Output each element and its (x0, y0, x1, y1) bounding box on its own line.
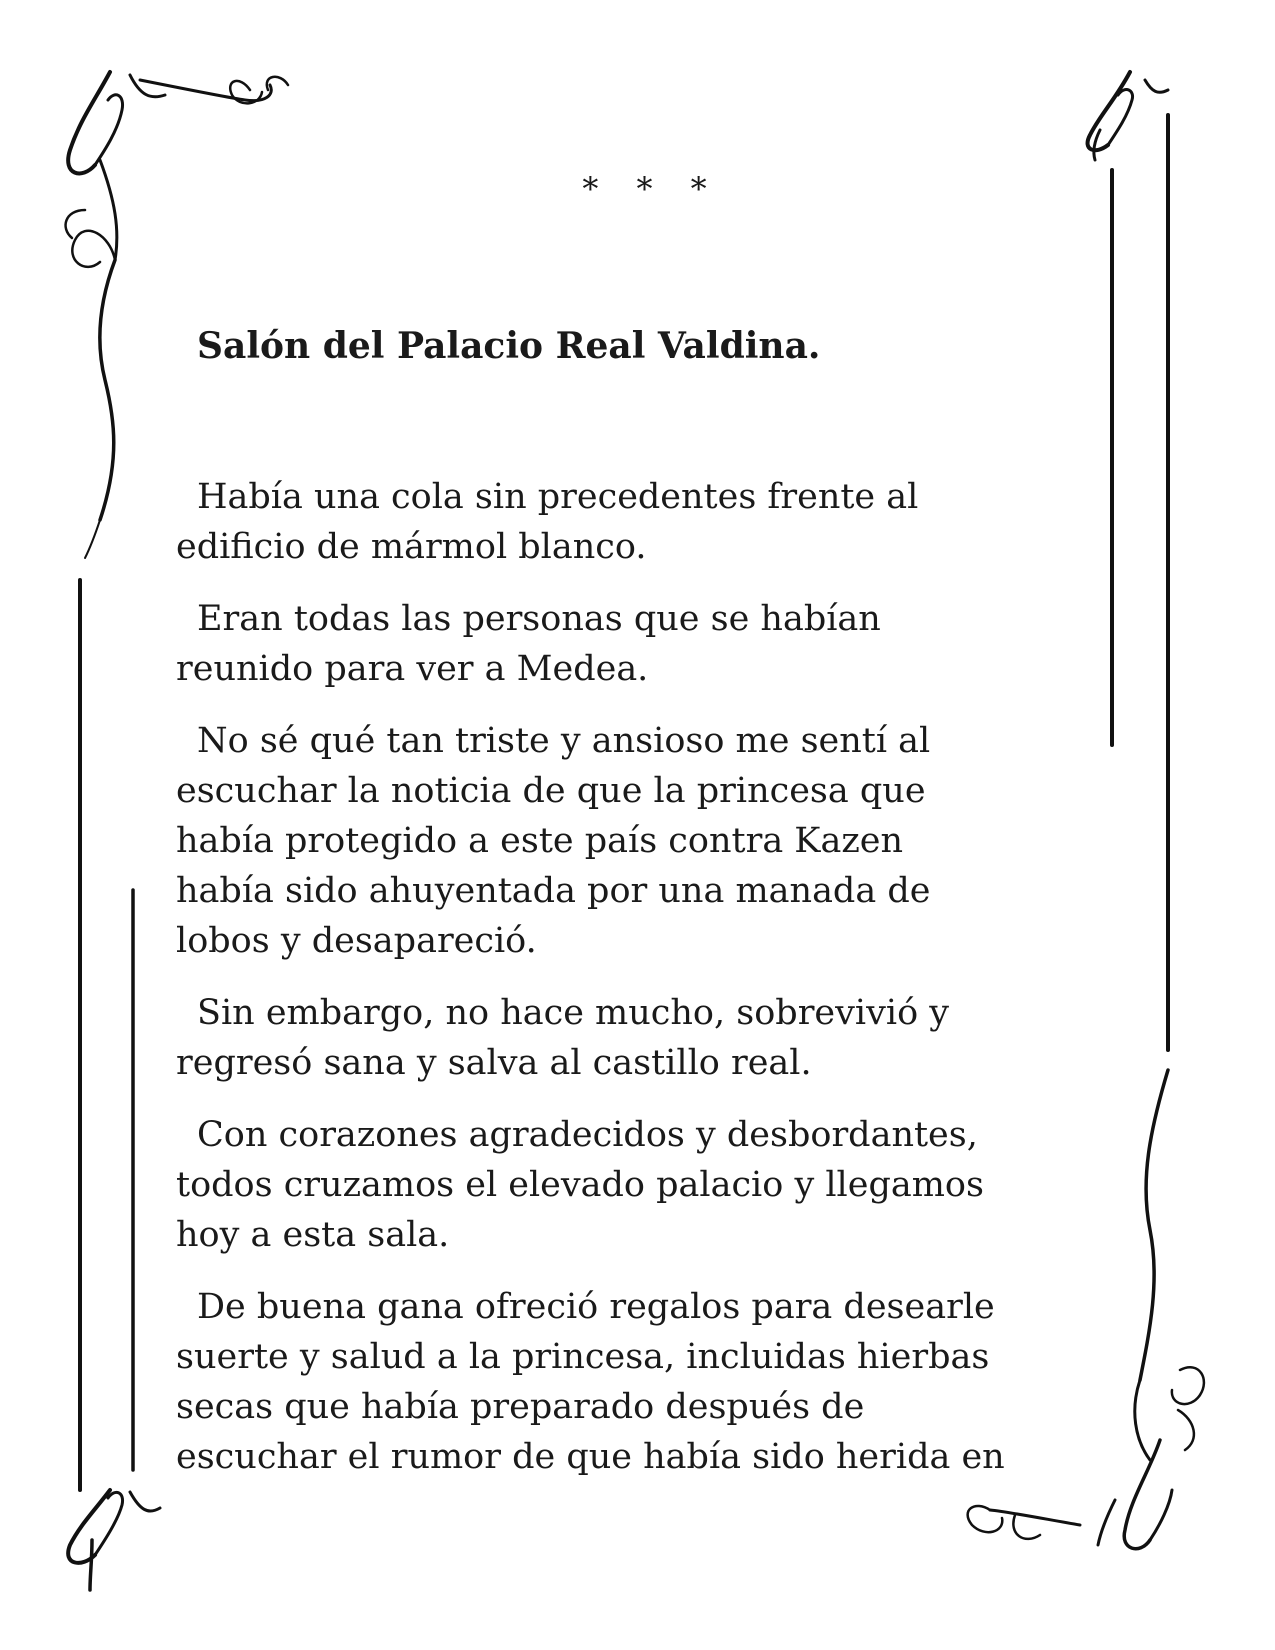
paragraph-4: Sin embargo, no hace mucho, sobrevivió y regresó sana y salva al castillo real. (176, 993, 950, 1083)
paragraph-1: Había una cola sin precedentes frente al edificio de mármol blanco. (176, 477, 919, 567)
scene-heading: Salón del Palacio Real Valdina. (197, 325, 821, 367)
top-right-flourish (1088, 72, 1168, 160)
body-text (176, 472, 1076, 1504)
paragraph-3: No sé qué tan triste y ansioso me sentí al escuchar la noticia de que la princesa que había protegido a este país contra Kazen había sido ahuyentada por una manada de lobos y desapareció. (176, 721, 931, 961)
paragraph-2: Eran todas las personas que se habían reunido para ver a Medea. (176, 599, 881, 689)
paragraph-5: Con corazones agradecidos y desbordantes, todos cruzamos el elevado palacio y llegamos hoy a esta sala. (176, 1115, 984, 1255)
section-separator: * * * (582, 170, 721, 208)
bottom-left-flourish (68, 1490, 160, 1590)
paragraph-6: De buena gana ofreció regalos para desearle suerte y salud a la princesa, incluidas hierbas secas que había preparado después de escuchar el rumor de que había sido herida en (176, 1287, 1005, 1477)
